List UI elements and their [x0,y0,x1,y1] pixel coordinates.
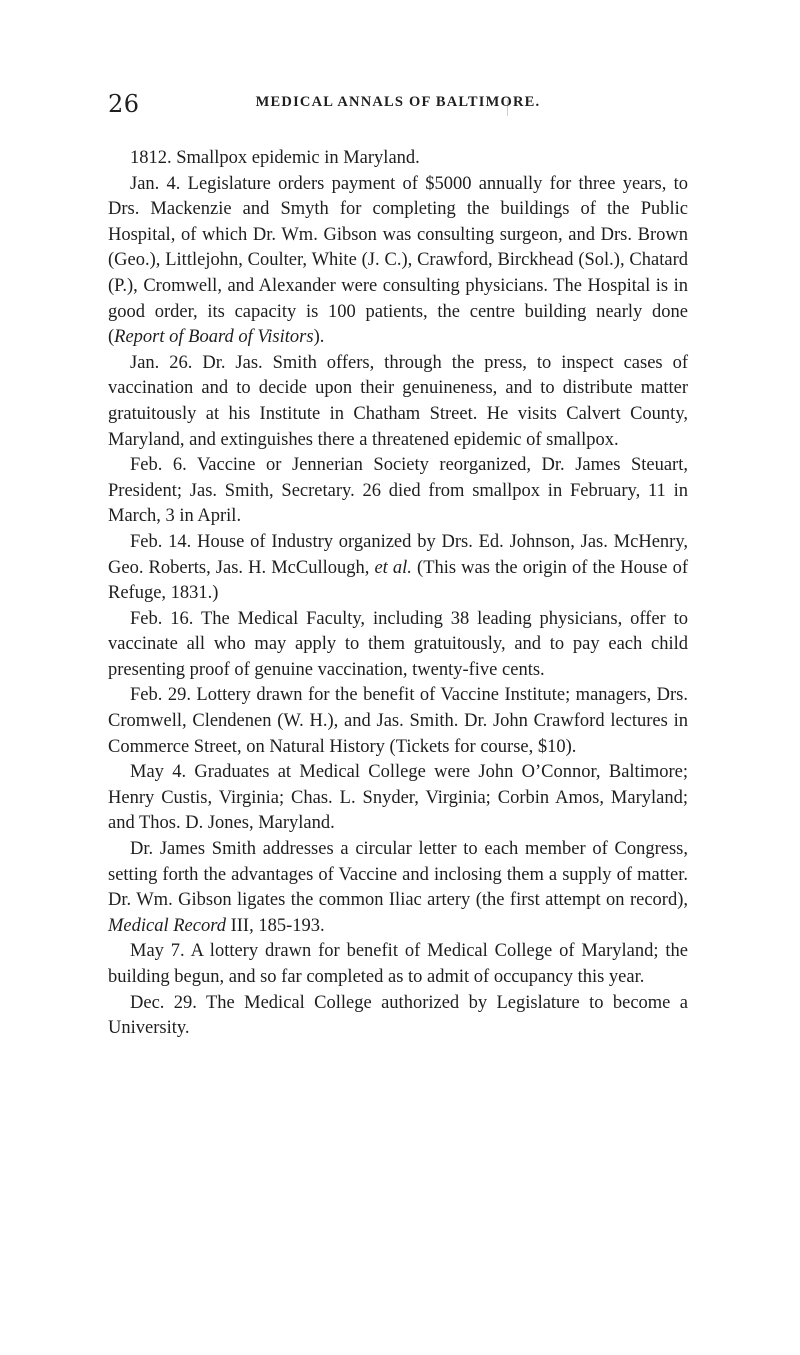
citation-italic: Report of Board of Visitors [114,327,314,348]
entry-text-tail: III, 185-193. [225,915,325,936]
entry-text: Jan. 4. Legislature orders payment of $5000 annually for three years, to Drs. Mackenzie and Smyth for completing the buildings of the Public Hospital, of which Dr. Wm. Gibson was consulting surgeon, and Drs. Brown (Geo.), Littlejohn, Coulter, White (J. C.), Crawford, Birckhead (Sol.), Chatard (P.), Cromwell, and Alexander were consulting physicians. The Hospital is in good order, its capacity is 100 patients, the centre building nearly done ( [108,173,688,348]
entry-dec-29 [108,991,688,1042]
entry-feb-16 [108,607,688,684]
entry-text: Feb. 14. House of Industry organized by Drs. Ed. Johnson, Jas. McHenry, Geo. Roberts, Jas. H. McCullough, [108,531,688,578]
entry-jan-26 [108,351,688,453]
entry-feb-14 [108,530,688,607]
citation-italic: Medical Record [108,915,226,936]
entry-text-tail: (This was the origin of the House of Refuge, 1831.) [108,557,688,604]
page-number: 26 [108,90,140,118]
entry-text: Dec. 29. The Medical College authorized by Legislature to become a University. [108,992,688,1039]
entry-text: Feb. 29. Lottery drawn for the benefit of Vaccine Institute; managers, Drs. Cromwell, Clendenen (W. H.), and Jas. Smith. Dr. John Crawford lectures in Commerce Street, on Natural History (Tickets for course, $10). [108,685,688,757]
entry-text: Dr. James Smith addresses a circular letter to each member of Congress, setting forth the advantages of Vaccine and inclosing them a supply of matter. Dr. Wm. Gibson ligates the common Iliac artery (the first attempt on record), [108,839,688,911]
entry-1812-epidemic [108,146,688,172]
entry-james-smith-circular [108,837,688,939]
entry-text: Feb. 6. Vaccine or Jennerian Society reorganized, Dr. James Steuart, President; Jas. Smith, Secretary. 26 died from smallpox in February, 11 in March, 3 in April. [108,455,688,527]
running-header [108,88,688,124]
entry-text-tail: ). [313,327,325,348]
entry-may-4 [108,760,688,837]
entry-text: Feb. 16. The Medical Faculty, including 38 leading physicians, offer to vaccinate all who may apply to them gratuitously, and to pay each child presenting proof of genuine vaccination, twenty-five cents. [108,608,688,680]
entry-text: Jan. 26. Dr. Jas. Smith offers, through the press, to inspect cases of vaccination and to decide upon their genuineness, and to distribute matter gratuitously at his Institute in Chatham Street. He visits Calvert County, Maryland, and extinguishes there a threatened epidemic of smallpox. [108,352,688,450]
entry-may-7 [108,939,688,990]
entry-feb-29 [108,683,688,760]
entry-jan-4 [108,172,688,351]
body-text [108,146,688,1042]
entry-text: May 4. Graduates at Medical College were John O’Connor, Baltimore; Henry Custis, Virginia; Chas. L. Snyder, Virginia; Corbin Amos, Maryland; and Thos. D. Jones, Maryland. [108,762,688,834]
entry-text: May 7. A lottery drawn for benefit of Medical College of Maryland; the building begun, and so far completed as to admit of occupancy this year. [108,941,688,987]
entry-text: 1812. Smallpox epidemic in Maryland. [130,148,420,168]
entry-feb-6 [108,453,688,530]
et-al-italic: et al. [374,557,412,578]
running-title: MEDICAL ANNALS OF BALTIMORE. [255,94,541,110]
